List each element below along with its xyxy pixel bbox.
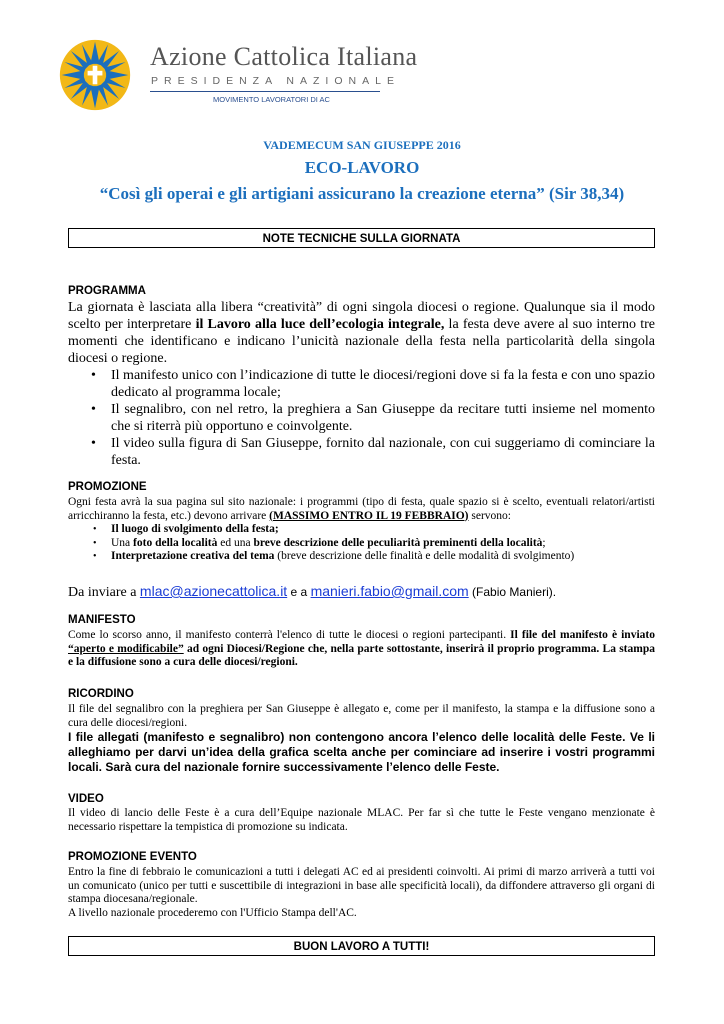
list-item (68, 537, 655, 551)
text-bold: “aperto e modificabile” (68, 642, 184, 655)
text-bold: Interpretazione creativa del tema (111, 550, 275, 562)
heading-promozione-evento: PROMOZIONE EVENTO (68, 851, 197, 863)
vademecum-title: VADEMECUM SAN GIUSEPPE 2016 (263, 138, 461, 152)
text-bold: Il file del manifesto è inviato (510, 629, 655, 641)
deadline-text: (MASSIMO ENTRO IL 19 FEBBRAIO) (269, 509, 469, 522)
text-run: la festa deve avere al suo interno tre momenti che identificano e indicano l’unicità nazionale della festa nella particolarità della singola diocesi o regione. (68, 317, 655, 366)
org-movement: MOVIMENTO LAVORATORI DI AC (213, 95, 330, 104)
programma-paragraph (68, 299, 655, 469)
list-item: • Il segnalibro, con nel retro, la preghiera a San Giuseppe da recitare tutti insieme nel momento che si riterrà più opportuno e coinvolgente. (68, 401, 655, 435)
text-run: e a (287, 585, 311, 599)
text-run: La giornata è lasciata alla libera “creatività” di ogni singola diocesi o regione. Qualunque sia il modo scelto per interpretare (68, 300, 655, 332)
text-run: Come lo scorso anno, il manifesto conterrà l'elenco di tutte le diocesi o regioni partecipanti. (68, 629, 511, 641)
header-divider (150, 91, 380, 92)
section-box-notes: NOTE TECNICHE SULLA GIORNATA (68, 228, 655, 248)
video-paragraph: Il video di lancio delle Feste è a cura dell’Equipe nazionale MLAC. Per far sì che tutte le Feste vengano menzionate è necessario rispettare la tempistica di promozione su indicata. (68, 807, 655, 833)
list-item (68, 523, 655, 537)
promozione-evento-note: A livello nazionale procederemo con l'Ufficio Stampa dell'AC. (68, 907, 357, 919)
list-item: • Il video sulla figura di San Giuseppe, fornito dal nazionale, con cui suggeriamo di cominciare la festa. (68, 435, 655, 469)
text-bold: Il luogo di svolgimento della festa; (111, 523, 279, 535)
promozione-list (68, 523, 655, 564)
text-run: servono: (468, 509, 511, 522)
text-run: Da inviare a (68, 585, 140, 600)
text-run: ; (542, 536, 546, 549)
heading-video: VIDEO (68, 793, 104, 805)
list-item (68, 550, 655, 564)
heading-promozione: PROMOZIONE (68, 481, 147, 493)
text-run: (breve descrizione delle finalità e delle modalità di svolgimento) (274, 550, 575, 562)
main-title: ECO-LAVORO (304, 158, 420, 177)
text-run: Una (111, 536, 134, 549)
heading-manifesto: MANIFESTO (68, 614, 136, 626)
ricordino-note: I file allegati (manifesto e segnalibro) non contengono ancora l’elenco delle località delle Feste. Ve li alleghiamo per darvi un’idea della grafica scelta anche per cominciare ad inserire i vostri programmi locali. Sarà cura del nazionale fornire successivamente l’elenco delle Feste. (68, 730, 655, 774)
quote-subtitle: “Così gli operai e gli artigiani assicurano la creazione eterna” (Sir 38,34) (99, 184, 625, 203)
heading-programma: PROGRAMMA (68, 285, 146, 297)
ricordino-paragraph: Il file del segnalibro con la preghiera per San Giuseppe è allegato e, come per il manifesto, la stampa e la diffusione sono a cura delle diocesi/regioni. (68, 703, 655, 729)
programma-list (68, 367, 655, 469)
text-run: (Fabio Manieri). (468, 585, 557, 599)
email-link-mlac[interactable]: mlac@azionecattolica.it (139, 583, 288, 599)
azione-cattolica-logo (58, 38, 132, 112)
send-to-line (68, 583, 556, 601)
text-bold: il Lavoro alla luce dell’ecologia integrale, (195, 317, 445, 332)
text-bold: ad ogni Diocesi/Regione che, nella parte sottostante, inserirà il proprio programma. La stampa e la diffusione sono a cura delle diocesi/regioni. (68, 642, 655, 668)
org-subtitle: PRESIDENZA NAZIONALE (151, 75, 400, 87)
promozione-paragraph (68, 496, 655, 564)
text-run: Ogni festa avrà la sua pagina sul sito nazionale: i programmi (tipo di festa, quale spazio si è scelto, eventuali relatori/artisti arricchiranno la festa, etc.) devono arrivare (68, 496, 655, 522)
list-item: • Il manifesto unico con l’indicazione di tutte le diocesi/regioni dove si fa la festa e con uno spazio dedicato al programma locale; (68, 367, 655, 401)
promozione-evento-paragraph: Entro la fine di febbraio le comunicazioni a tutti i delegati AC ed ai presidenti coinvolti. Ai primi di marzo arriverà a tutti voi un comunicato (unico per tutti e suscettibile di integrazioni in base alle specificità locali), da diffondere attraverso gli organi di stampa diocesana/regionale. (68, 866, 655, 905)
text-run: ed una (217, 536, 254, 549)
heading-ricordino: RICORDINO (68, 688, 134, 700)
text-bold: foto della località (133, 536, 218, 549)
email-link-manieri[interactable]: manieri.fabio@gmail.com (310, 583, 469, 599)
org-name: Azione Cattolica Italiana (150, 42, 418, 71)
section-box-closing: BUON LAVORO A TUTTI! (68, 936, 655, 956)
manifesto-paragraph (68, 629, 655, 670)
text-bold: breve descrizione delle peculiarità preminenti della località (253, 536, 543, 549)
